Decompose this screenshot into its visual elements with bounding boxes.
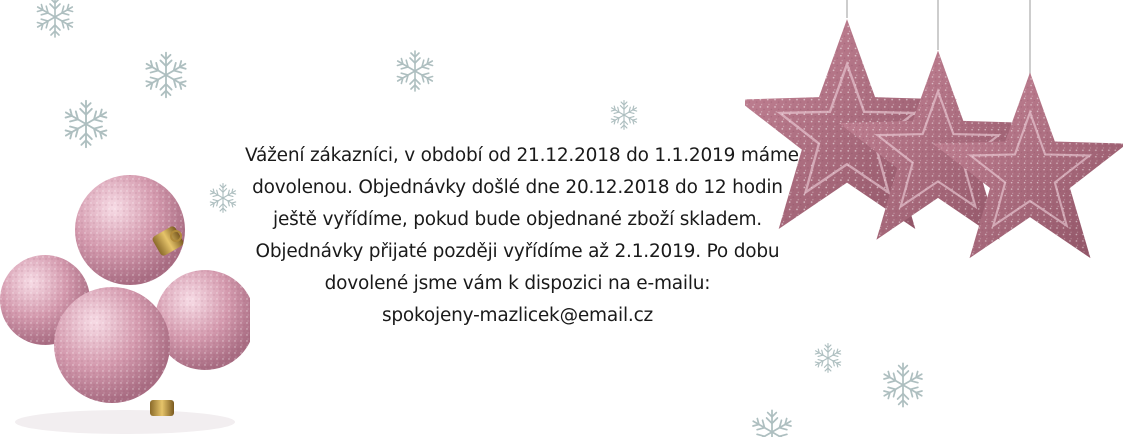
contact-email: spokojeny-mazlicek@email.cz xyxy=(381,305,654,326)
snowflake-icon xyxy=(20,0,90,42)
christmas-balls xyxy=(0,160,250,437)
snowflake-icon xyxy=(810,340,846,376)
notice-line: Objednávky přijaté později vyřídíme až 2.1.2019. Po dobu xyxy=(255,241,780,262)
snowflake-icon xyxy=(745,405,799,437)
notice-line: ještě vyřídíme, pokud bude objednané zboží skladem. xyxy=(273,209,762,230)
snowflake-icon xyxy=(138,47,194,103)
hanging-stars xyxy=(745,0,1123,290)
notice-line: Vážení zákazníci, v období od 21.12.2018 do 1.1.2019 máme xyxy=(245,145,799,166)
holiday-notice xyxy=(245,140,799,332)
snowflake-icon xyxy=(606,97,642,133)
snowflake-icon xyxy=(876,358,930,412)
snowflake-icon xyxy=(57,95,115,153)
notice-line: dovolené jsme vám k dispozici na e-mailu: xyxy=(324,273,711,294)
notice-line: dovolenou. Objednávky došlé dne 20.12.2018 do 12 hodin xyxy=(252,177,783,198)
snowflake-icon xyxy=(390,46,440,96)
